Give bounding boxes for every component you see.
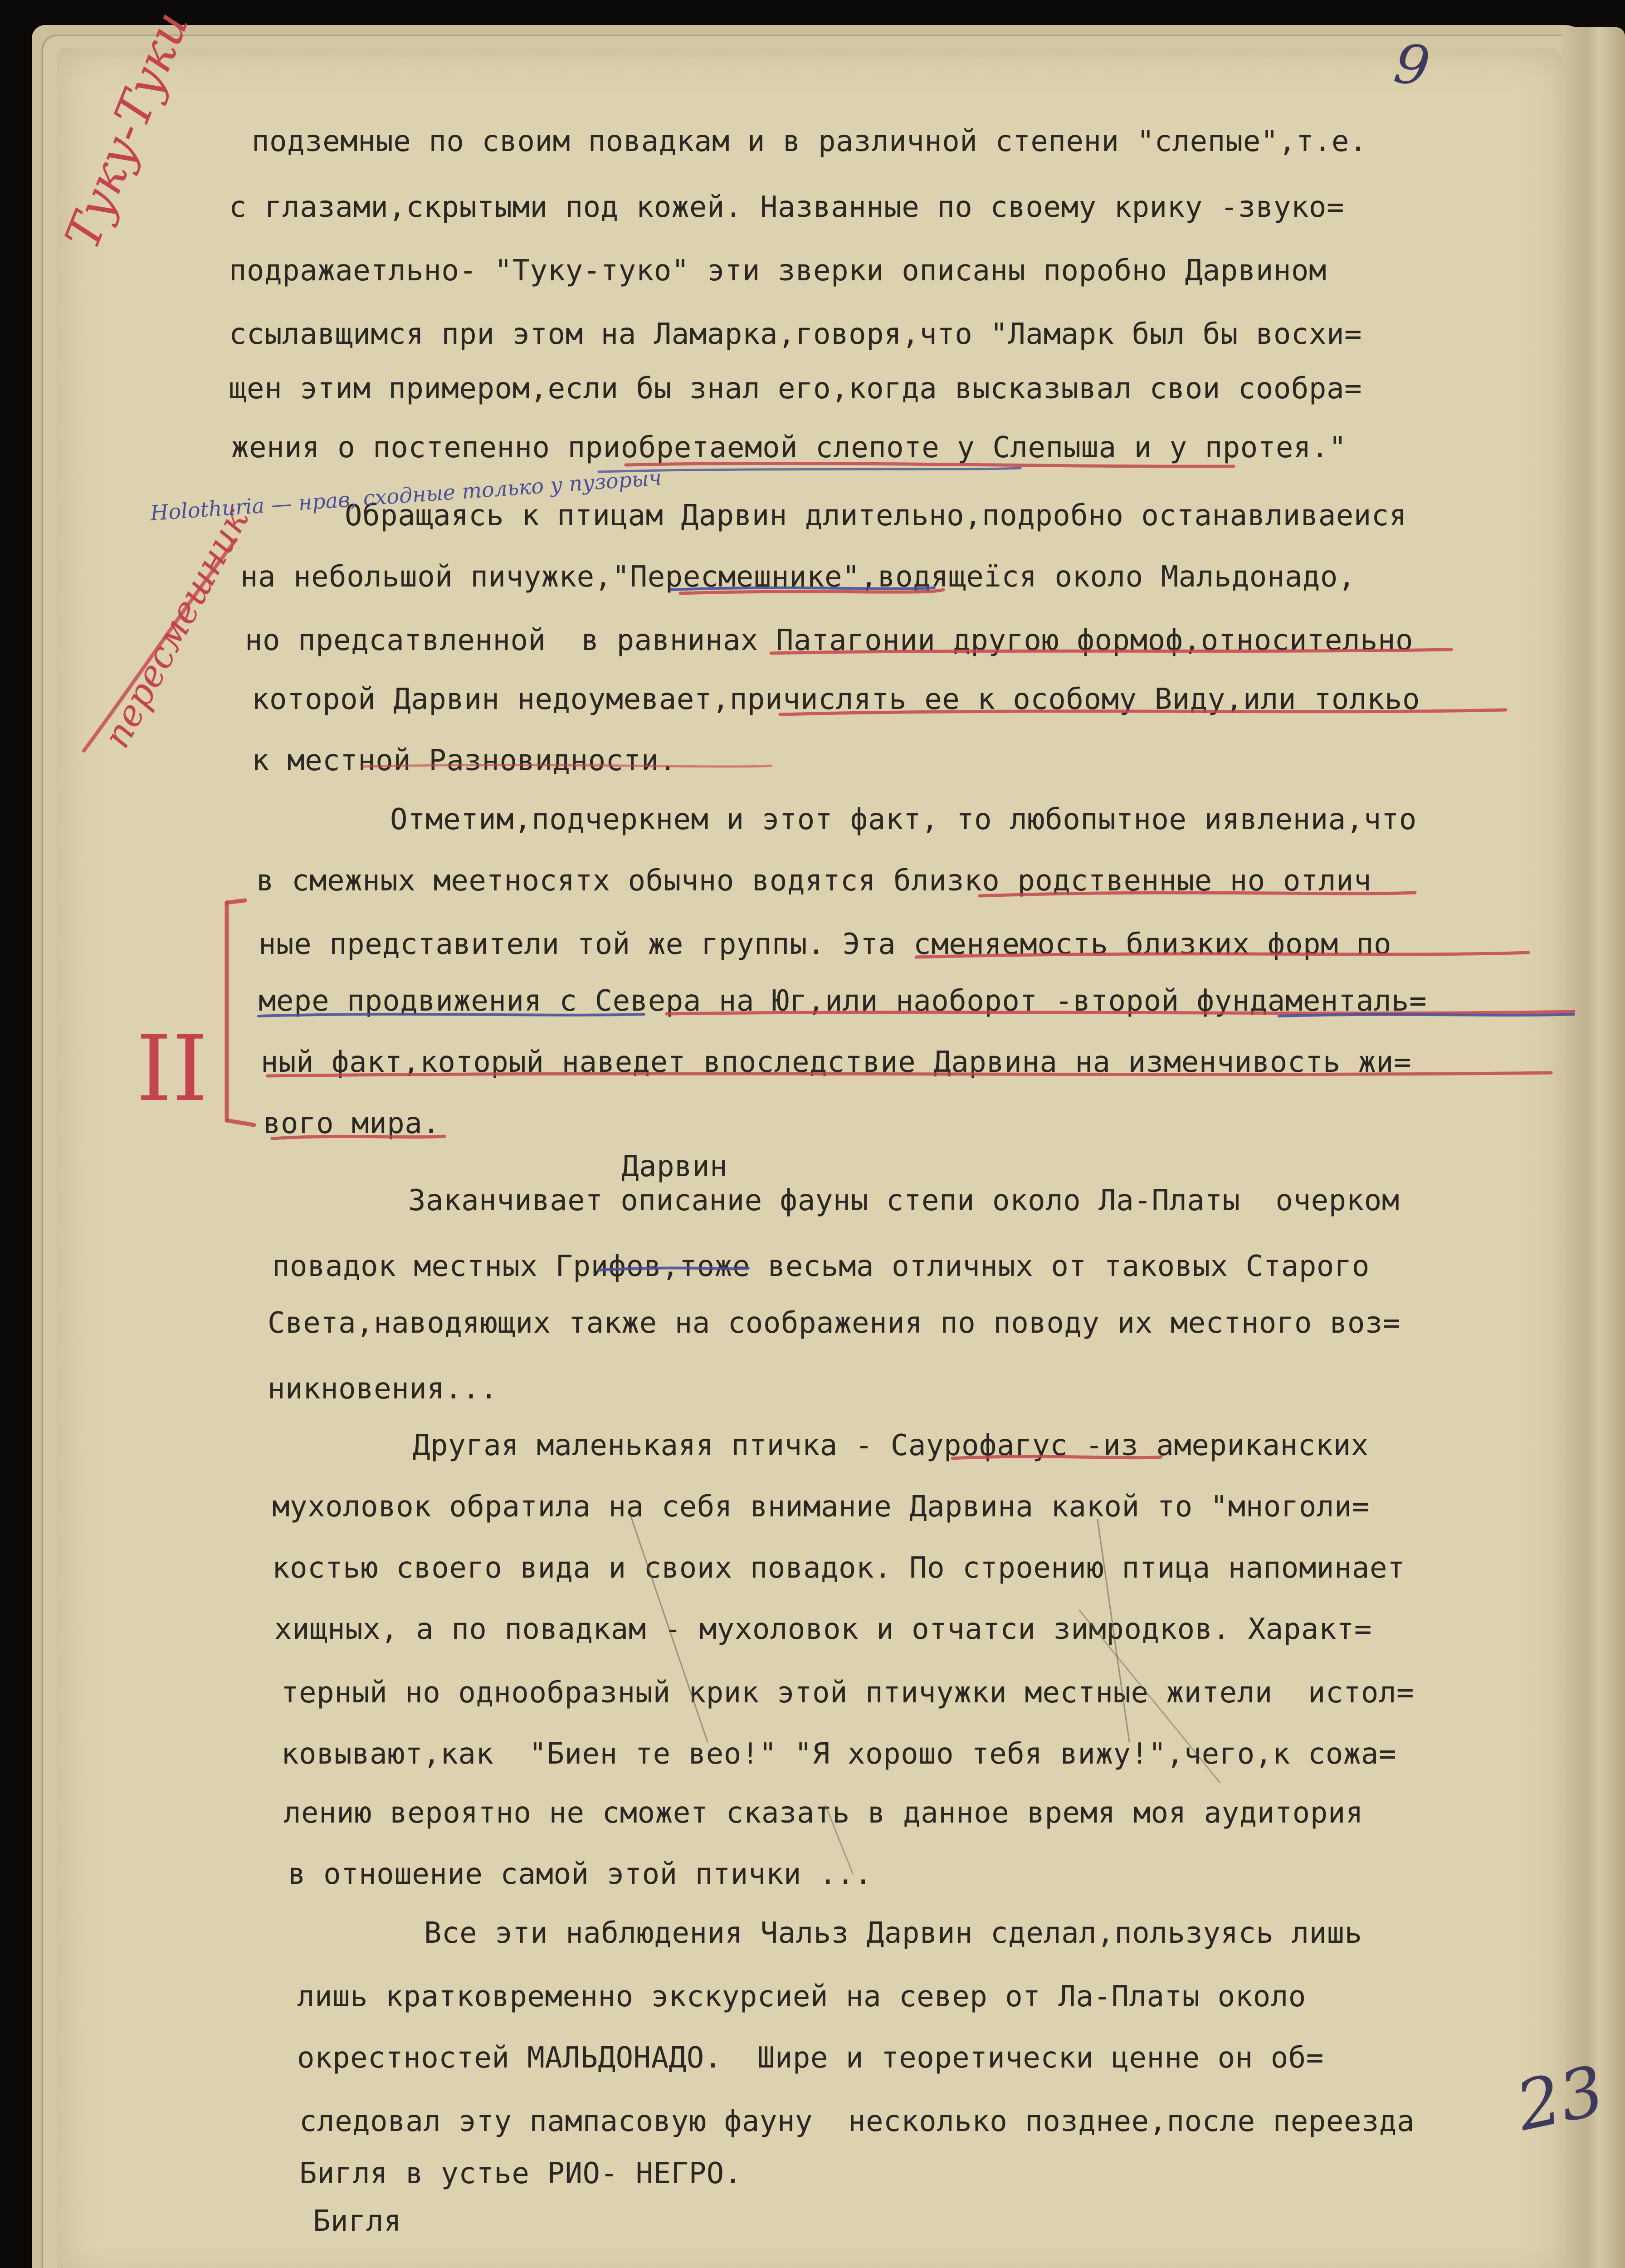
- text-line: Все эти наблюдения Чальз Дарвин сделал,пользуясь лишь: [424, 1916, 1362, 1950]
- text-line: костью своего вида и своих повадок. По строению птица напоминает: [272, 1551, 1405, 1585]
- text-line: ные представители той же группы. Эта сменяемость близких форм по: [259, 928, 1391, 961]
- text-line: но предсатвленной в равнинах Патагонии другою формоф,относительно: [245, 624, 1414, 657]
- margin-note-peresmeshnik: пересмешник: [95, 501, 257, 755]
- text-line: подражаетльно- "Туку-туко" эти зверки описаны поробно Дарвином: [229, 254, 1327, 288]
- text-line: щен этим примером,если бы знал его,когда высказывал свои сообра=: [229, 372, 1362, 406]
- text-line: терный но однообразный крик этой птичужки местные жители истол=: [281, 1676, 1414, 1710]
- text-line: окрестностей МАЛЬДОНАДО. Шире и теоретически ценне он об=: [297, 2041, 1324, 2075]
- text-line: мухоловок обратила на себя внимание Дарвина какой то "многоли=: [272, 1490, 1370, 1524]
- margin-note-tuku: Туку-Туки: [54, 4, 200, 257]
- text-line: следовал эту пампасовую фауну несколько позднее,после переезда: [299, 2105, 1415, 2138]
- insertion-word: Дарвин: [621, 1150, 728, 1183]
- text-line: на небольшой пичужке,"Пересмешнике",водящеїся около Мальдонадо,: [240, 560, 1356, 594]
- folio-number: 23: [1509, 2051, 1611, 2146]
- text-line: Бигля: [313, 2204, 402, 2238]
- text-line: вого мира.: [263, 1107, 440, 1140]
- text-line: никновения...: [268, 1372, 498, 1406]
- text-line: ссылавщимся при этом на Ламарка,говоря,что "Ламарк был бы восхи=: [229, 318, 1362, 351]
- text-line: лишь кратковременно экскурсией на север от Ла-Платы около: [297, 1980, 1306, 2014]
- text-line: к местной Разновидности.: [252, 744, 677, 777]
- margin-note-blue: Holothuria — нрав, сходные только у пузорыч: [149, 465, 663, 526]
- section-mark: II: [136, 1016, 208, 1122]
- text-line: Обращаясь к птицам Дарвин длительно,подробно останавливаеися: [345, 499, 1407, 533]
- text-line: подземные по своим повадкам и в различной степени "слепые",т.е.: [252, 125, 1367, 158]
- text-line: повадок местных Грифов,тоже весьма отличных от таковых Старого: [272, 1250, 1370, 1283]
- text-line: Отметим,подчеркнем и этот факт, то любопытное иявлениа,что: [390, 803, 1417, 836]
- text-line: жения о постепенно приобретаемой слепоте у Слепыша и у протея.": [231, 431, 1347, 464]
- text-line: которой Дарвин недоумевает,причислять ее к особому Виду,или толкьо: [252, 683, 1420, 716]
- text-line: Другая маленькаяя птичка - Саурофагус -из американских: [413, 1429, 1369, 1462]
- text-line: хищных, а по повадкам - мухоловок и отчатси зимродков. Характ=: [274, 1613, 1372, 1646]
- text-line: ковывают,как "Биен те вео!" "Я хорошо тебя вижу!",чего,к сожа=: [281, 1737, 1396, 1771]
- text-line: в смежных меетносятх обычно водятся близко родственные но отлич: [256, 864, 1371, 898]
- text-line: ный факт,который наведет впоследствие Дарвина на изменчивость жи=: [261, 1046, 1412, 1079]
- text-line: Света,наводяющих также на соображения по поводу их местного воз=: [268, 1306, 1401, 1340]
- text-line: в отношение самой этой птички ...: [288, 1857, 873, 1891]
- text-line: Заканчивает описание фауны степи около Ла-Платы очерком: [408, 1184, 1400, 1217]
- text-line: мере продвижения с Севера на Юг,или наоборот -второй фундаменталь=: [259, 984, 1427, 1018]
- text-line: лению вероятно не сможет сказать в данное время моя аудитория: [283, 1796, 1363, 1830]
- page-number: 9: [1390, 32, 1434, 99]
- text-line: Бигля в устье РИО- НЕГРО.: [299, 2157, 742, 2190]
- text-line: с глазами,скрытыми под кожей. Названные по своему крику -звуко=: [229, 191, 1344, 224]
